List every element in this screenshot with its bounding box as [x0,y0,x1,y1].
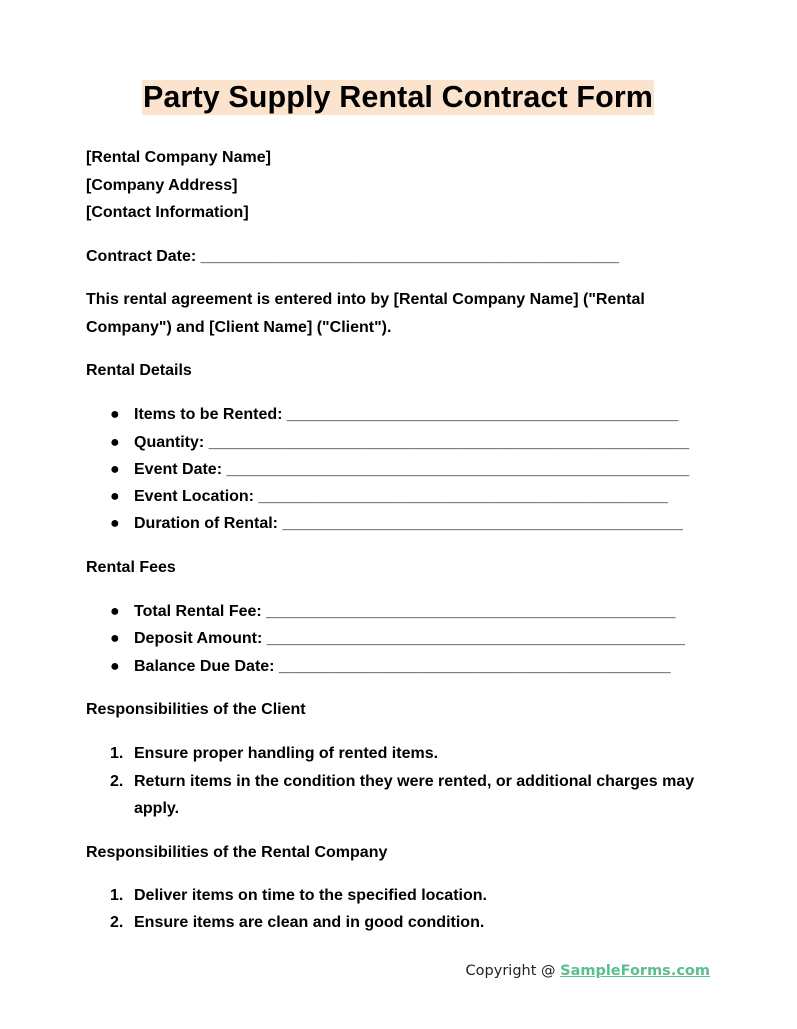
event-location-field: Event Location: ______________________________________________ [134,488,668,505]
copyright-text: Copyright @ [465,963,561,979]
company-responsibility-item: Deliver items on time to the specified location. [134,887,487,904]
company-responsibility-item: Ensure items are clean and in good condition. [134,914,485,931]
copyright-footer [466,961,710,981]
title-wrap [86,80,710,115]
bullet-marker: ● [110,488,120,505]
company-contact: [Contact Information] [86,204,249,221]
balance-due-date-field: Balance Due Date: ____________________________________________ [134,658,671,675]
number-marker: 2. [110,914,124,931]
company-name: [Rental Company Name] [86,149,271,166]
event-date-field: Event Date: ____________________________________________________ [134,461,690,478]
bullet-marker: ● [110,515,120,532]
number-marker: 1. [110,745,124,762]
client-responsibilities-heading: Responsibilities of the Client [86,701,306,718]
bullet-marker: ● [110,630,120,647]
deposit-amount-field: Deposit Amount: _______________________________________________ [134,630,685,647]
duration-of-rental-field: Duration of Rental: _____________________________________________ [134,515,683,532]
rental-details-heading: Rental Details [86,362,192,379]
client-responsibility-item: Return items in the condition they were rented, or additional charges may apply. [134,773,695,817]
number-marker: 1. [110,887,124,904]
company-address: [Company Address] [86,177,238,194]
contract-date-field: Contract Date: _______________________________________________ [86,248,619,265]
bullet-marker: ● [110,434,120,451]
bullet-marker: ● [110,406,120,423]
bullet-marker: ● [110,658,120,675]
number-marker: 2. [110,773,124,790]
items-to-be-rented-field: Items to be Rented: ____________________________________________ [134,406,679,423]
page-title: Party Supply Rental Contract Form [142,80,654,114]
intro-paragraph: This rental agreement is entered into by [Rental Company Name] ("Rental Company") and [Client Name] ("Client"). [86,291,645,336]
bullet-marker: ● [110,603,120,620]
bullet-marker: ● [110,461,120,478]
total-rental-fee-field: Total Rental Fee: ______________________________________________ [134,603,676,620]
client-responsibility-item: Ensure proper handling of rented items. [134,745,439,762]
company-responsibilities-heading: Responsibilities of the Rental Company [86,844,388,861]
rental-fees-heading: Rental Fees [86,559,176,576]
quantity-field: Quantity: ______________________________________________________ [134,434,690,451]
sampleforms-link[interactable]: SampleForms.com [560,963,710,979]
